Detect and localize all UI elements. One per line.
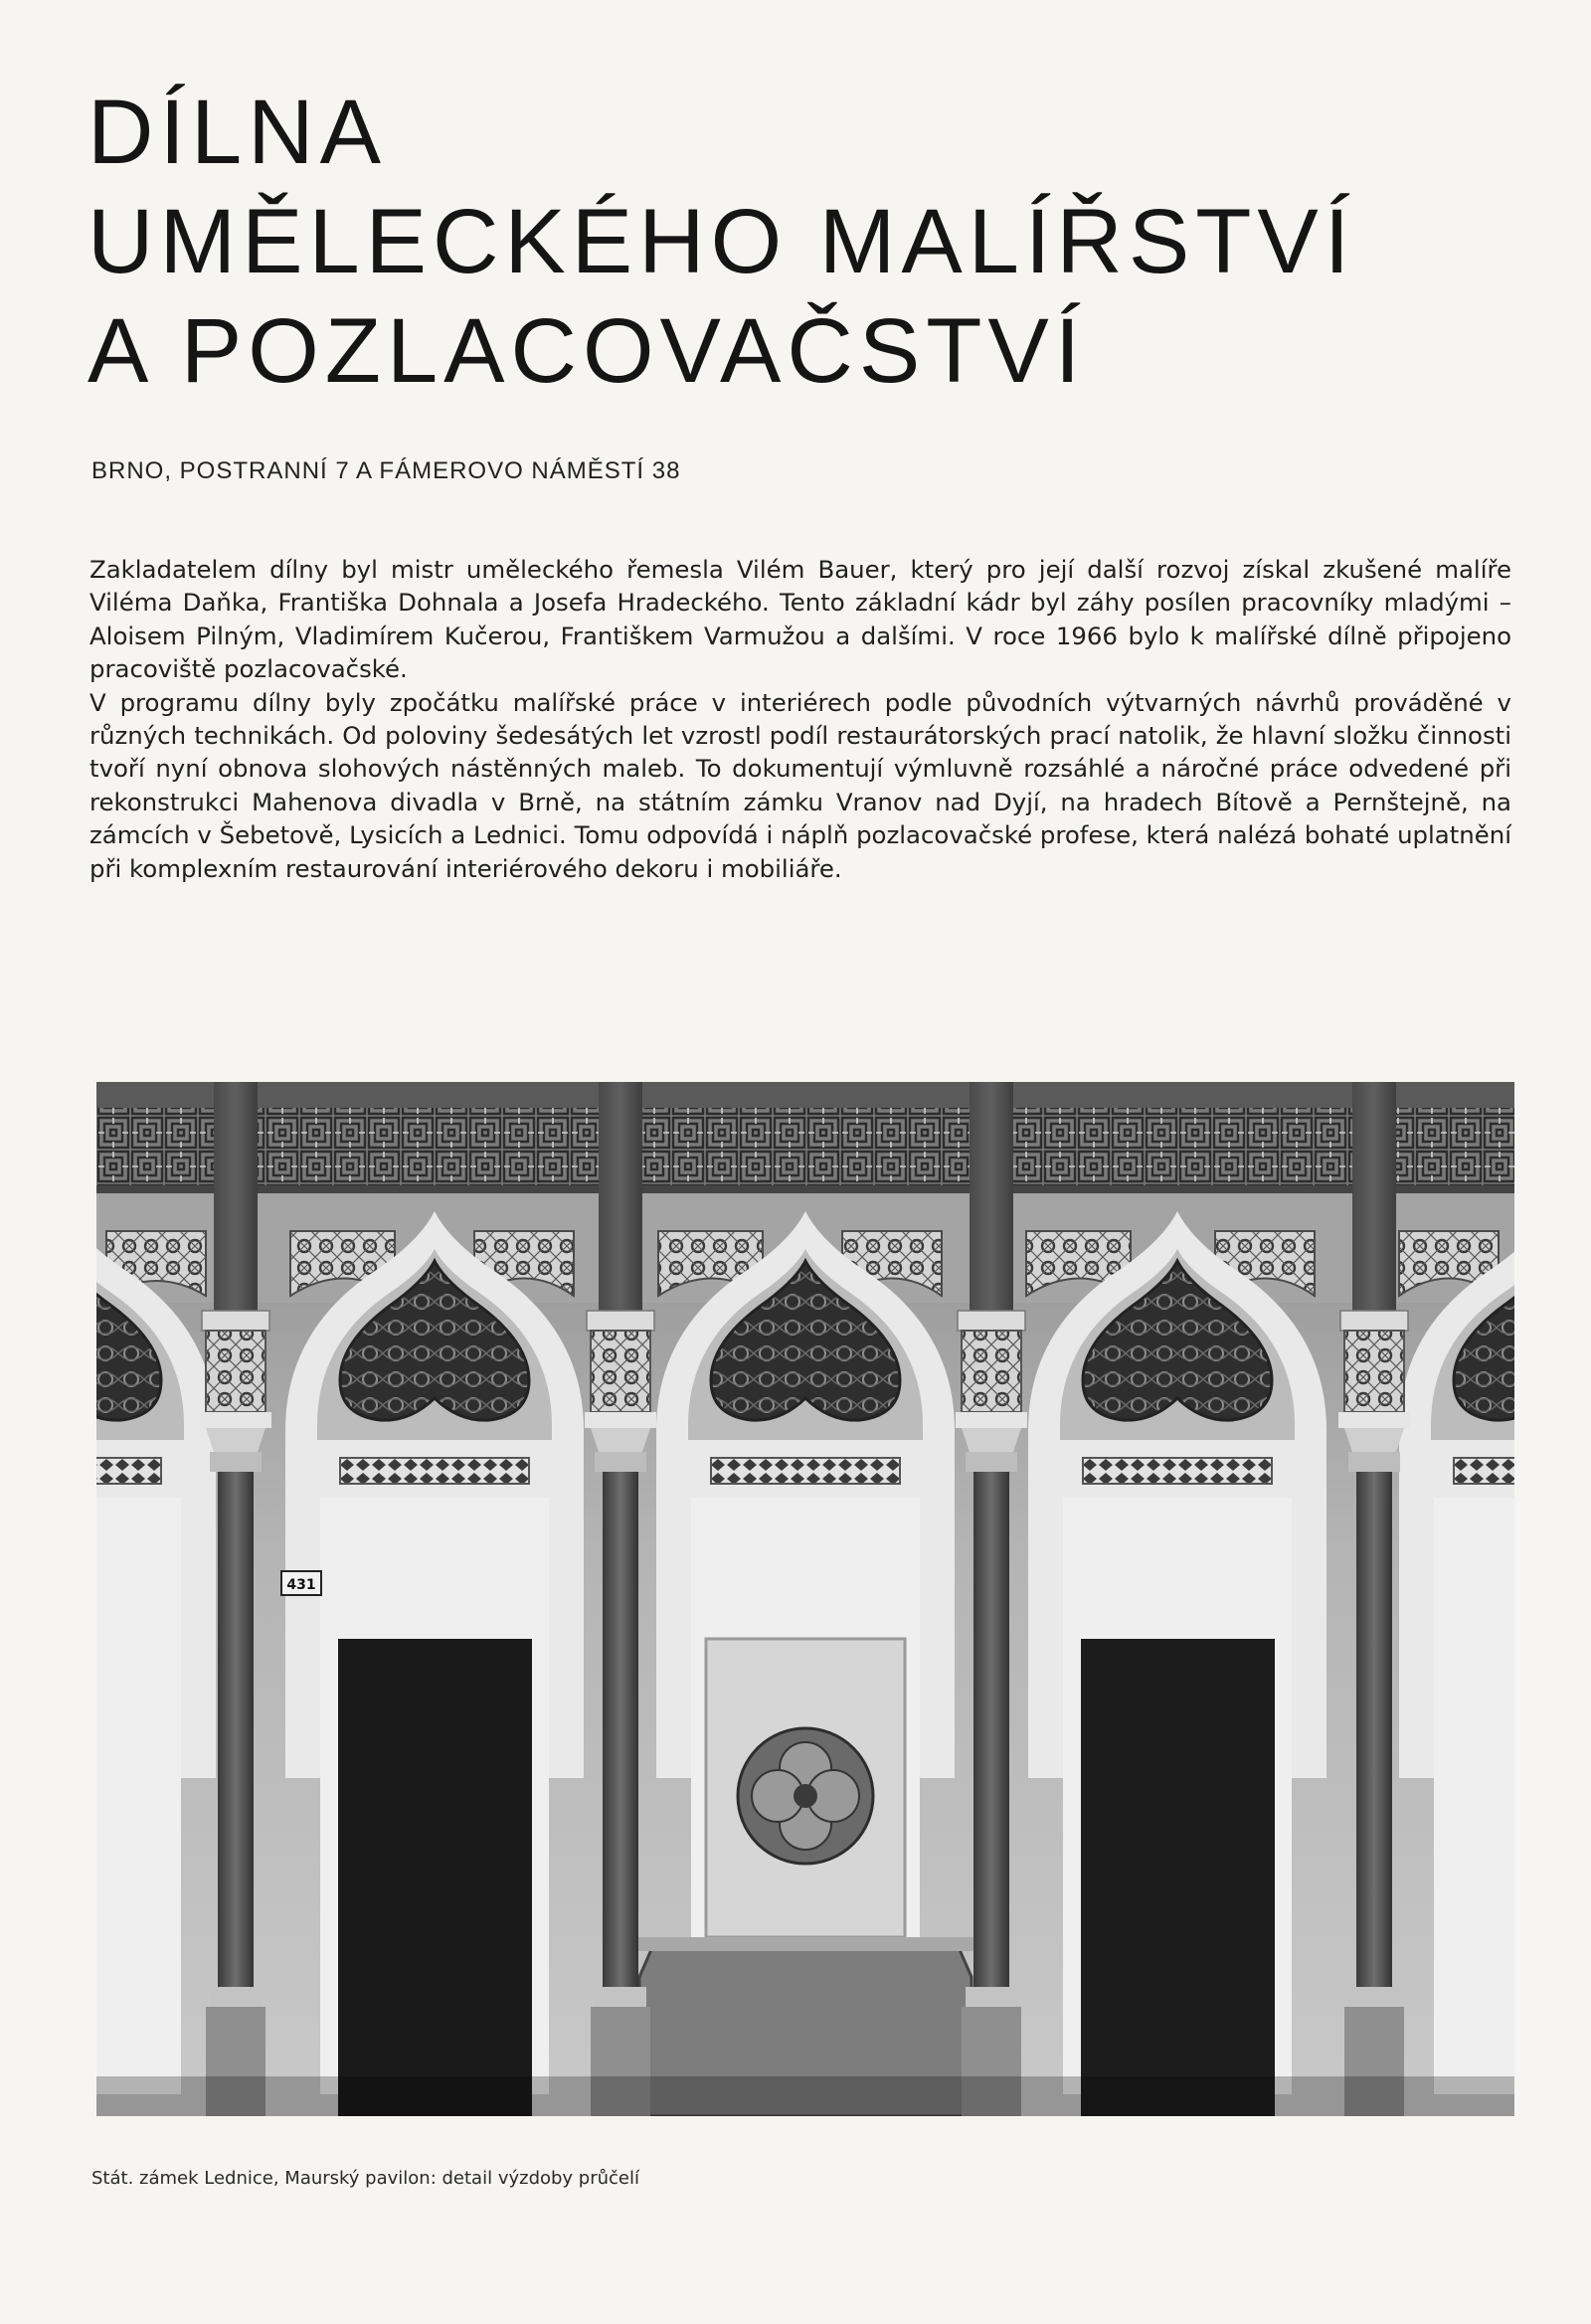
house-number-plate: 431 <box>286 1577 316 1593</box>
workshop-address: BRNO, POSTRANNÍ 7 A FÁMEROVO NÁMĚSTÍ 38 <box>91 457 681 484</box>
paragraph-program: V programu dílny byly zpočátku malířské práce v interiérech podle původních výtvarných návrhů prováděné v různých technikách. Od poloviny šedesátých let vzrostl podíl restaurátorských prací natolik, že hlavní složku činnosti tvoří nyní obnova slohových nástěnných maleb. To dokumentují výmluvně rozsáhlé a náročné práce odvedené při rekonstrukci Mahenova divadla v Brně, na státním zámku Vranov nad Dyjí, na hradech Bítově a Pernštejně, na zámcích v Šebetově, Lysicích a Lednici. Tomu odpovídá i náplň pozlacovačské profese, která nalézá bohaté uplatnění při komplexním restaurování interiérového dekoru i mobiliáře. <box>89 687 1511 883</box>
title-line-1: DÍLNA <box>88 82 387 183</box>
photo-caption: Stát. zámek Lednice, Maurský pavilon: detail výzdoby průčelí <box>91 2168 640 2189</box>
page-title <box>88 78 1420 406</box>
title-line-2: UMĚLECKÉHO MALÍŘSTVÍ <box>88 191 1356 292</box>
facade-photo-drawing <box>96 1082 1514 2116</box>
body-text <box>89 553 1511 885</box>
paragraph-founding: Zakladatelem dílny byl mistr uměleckého řemesla Vilém Bauer, který pro její další rozvoj získal zkušené malíře Viléma Daňka, Františka Dohnala a Josefa Hradeckého. Tento základní kádr byl záhy posílen pracovníky mladými – Aloisem Pilným, Vladimírem Kučerou, Františkem Varmužou a dalšími. V roce 1966 bylo k malířské dílně připojeno pracoviště pozlacovačské. <box>89 555 1511 684</box>
facade-photo <box>96 1082 1514 2116</box>
rosette-ornament <box>738 1728 873 1864</box>
title-line-3: A POZLACOVAČSTVÍ <box>88 300 1087 402</box>
